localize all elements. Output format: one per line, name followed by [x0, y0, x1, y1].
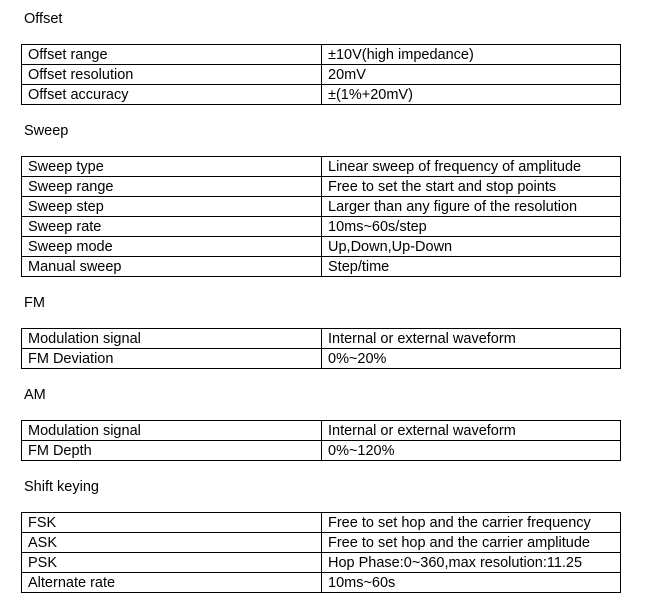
row-value: Up,Down,Up-Down — [322, 237, 621, 257]
row-label: FSK — [22, 513, 322, 533]
table-row — [22, 533, 621, 553]
row-label: Modulation signal — [22, 329, 322, 349]
row-value: Internal or external waveform — [322, 421, 621, 441]
row-label: ASK — [22, 533, 322, 553]
row-label: FM Deviation — [22, 349, 322, 369]
row-value: Hop Phase:0~360,max resolution:11.25 — [322, 553, 621, 573]
row-label: Sweep rate — [22, 217, 322, 237]
row-label: Offset range — [22, 45, 322, 65]
row-value: Free to set the start and stop points — [322, 177, 621, 197]
fm-table — [21, 328, 621, 369]
section-title-offset: Offset — [24, 11, 63, 27]
table-row — [22, 553, 621, 573]
offset-table — [21, 44, 621, 105]
section-title-am: AM — [24, 387, 46, 403]
section-title-fm: FM — [24, 295, 45, 311]
section-title-sweep: Sweep — [24, 123, 69, 139]
row-value: 0%~20% — [322, 349, 621, 369]
section-title-shift-keying: Shift keying — [24, 479, 99, 495]
table-row — [22, 45, 621, 65]
table-row — [22, 421, 621, 441]
table-row — [22, 237, 621, 257]
table-row — [22, 197, 621, 217]
row-value: Free to set hop and the carrier amplitude — [322, 533, 621, 553]
row-value: 0%~120% — [322, 441, 621, 461]
row-label: FM Depth — [22, 441, 322, 461]
table-row — [22, 65, 621, 85]
row-label: Modulation signal — [22, 421, 322, 441]
table-row — [22, 573, 621, 593]
row-label: Manual sweep — [22, 257, 322, 277]
row-value: 20mV — [322, 65, 621, 85]
sweep-table — [21, 156, 621, 277]
row-label: PSK — [22, 553, 322, 573]
row-value: ±10V(high impedance) — [322, 45, 621, 65]
row-label: Sweep range — [22, 177, 322, 197]
table-row — [22, 257, 621, 277]
row-value: 10ms~60s — [322, 573, 621, 593]
row-value: Larger than any figure of the resolution — [322, 197, 621, 217]
row-value: 10ms~60s/step — [322, 217, 621, 237]
row-label: Sweep type — [22, 157, 322, 177]
row-label: Alternate rate — [22, 573, 322, 593]
table-row — [22, 329, 621, 349]
row-label: Offset accuracy — [22, 85, 322, 105]
row-value: ±(1%+20mV) — [322, 85, 621, 105]
table-row — [22, 177, 621, 197]
row-label: Offset resolution — [22, 65, 322, 85]
row-label: Sweep step — [22, 197, 322, 217]
table-row — [22, 441, 621, 461]
table-row — [22, 513, 621, 533]
shift-keying-table — [21, 512, 621, 593]
table-row — [22, 349, 621, 369]
row-value: Internal or external waveform — [322, 329, 621, 349]
table-row — [22, 217, 621, 237]
am-table — [21, 420, 621, 461]
row-value: Linear sweep of frequency of amplitude — [322, 157, 621, 177]
row-value: Free to set hop and the carrier frequency — [322, 513, 621, 533]
table-row — [22, 157, 621, 177]
table-row — [22, 85, 621, 105]
row-value: Step/time — [322, 257, 621, 277]
row-label: Sweep mode — [22, 237, 322, 257]
